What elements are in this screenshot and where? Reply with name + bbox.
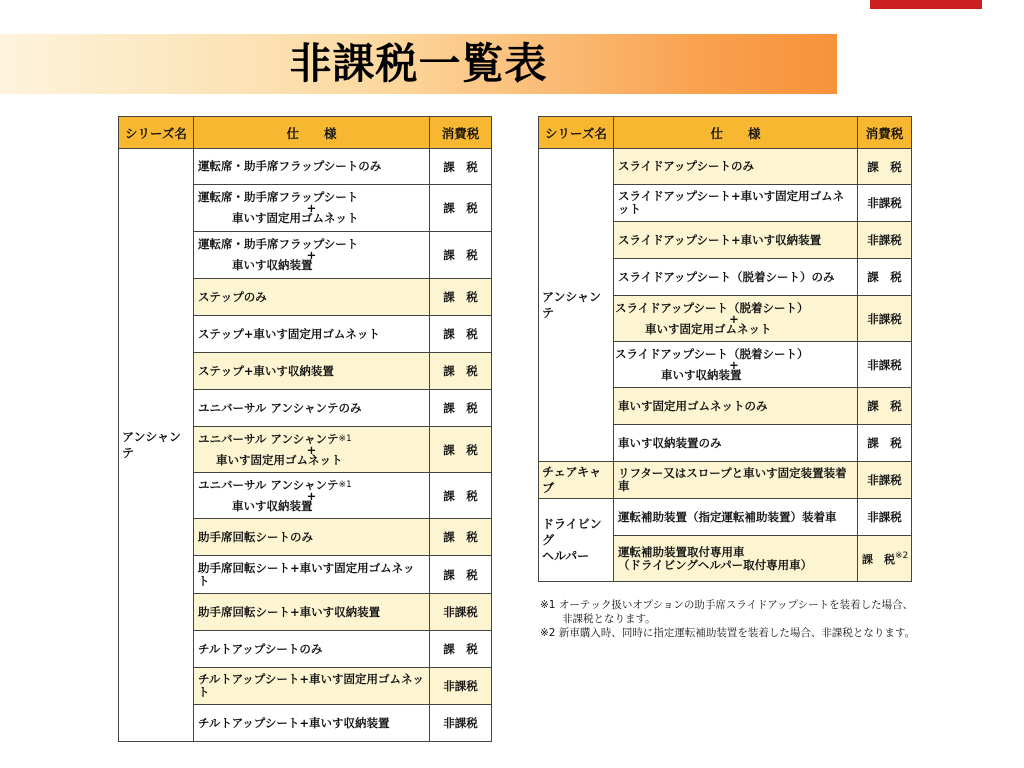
tax-cell: 課 税 bbox=[858, 259, 912, 296]
tax-cell: 課 税 bbox=[430, 279, 492, 316]
table-header bbox=[539, 117, 912, 149]
tax-cell: 非課税 bbox=[858, 185, 912, 222]
tax-cell: 課 税 bbox=[430, 185, 492, 232]
spec-text: 運転補助装置（指定運転補助装置）装着車 bbox=[618, 509, 837, 524]
tax-cell: 課 税 bbox=[430, 427, 492, 473]
tax-cell: 非課税 bbox=[858, 342, 912, 388]
spec-cell bbox=[614, 342, 858, 388]
spec-text: ステップ+車いす固定用ゴムネット bbox=[198, 326, 380, 341]
header-spec: 仕 様 bbox=[194, 117, 430, 149]
table-header bbox=[119, 117, 492, 149]
spec-text-line2: 車いす固定用ゴムネット bbox=[216, 452, 343, 467]
tax-cell: 課 税 bbox=[858, 388, 912, 425]
spec-cell bbox=[614, 462, 858, 499]
spec-text-line2: 車いす収納装置 bbox=[661, 367, 742, 382]
tax-cell: 課 税 bbox=[430, 316, 492, 353]
plus-sign: + bbox=[306, 248, 317, 262]
spec-text: リフター又はスロープと車いす固定装置装着車 bbox=[618, 466, 847, 493]
spec-text: 車いす固定用ゴムネットのみ bbox=[618, 398, 768, 413]
spec-text: チルトアップシート+車いす固定用ゴムネット bbox=[198, 672, 424, 699]
tax-cell: 課 税 bbox=[430, 473, 492, 519]
spec-text: 運転席・助手席フラップシートのみ bbox=[198, 159, 382, 173]
spec-text: ユニバーサル アンシャンテのみ bbox=[198, 400, 362, 415]
tax-cell: 課 税 bbox=[858, 149, 912, 185]
footnote-1-cont: 非課税となります。 bbox=[562, 613, 656, 625]
left-tax-table bbox=[118, 116, 492, 742]
series-name: アンシャンテ bbox=[119, 149, 194, 742]
spec-text: スライドアップシート+車いす固定用ゴムネット bbox=[618, 189, 845, 216]
spec-cell bbox=[614, 388, 858, 425]
plus-sign: + bbox=[306, 488, 317, 503]
tax-text: 課 税 bbox=[862, 552, 895, 566]
plus-sign: + bbox=[729, 357, 739, 372]
page-title: 非課税一覧表 bbox=[289, 39, 548, 88]
tax-cell: 非課税 bbox=[858, 222, 912, 259]
spec-cell bbox=[194, 705, 430, 742]
spec-text: チルトアップシート+車いす収納装置 bbox=[198, 715, 390, 730]
spec-cell bbox=[194, 316, 430, 353]
tax-cell: 課 税 bbox=[858, 425, 912, 462]
spec-cell bbox=[194, 353, 430, 390]
spec-cell bbox=[614, 149, 858, 185]
spec-text: スライドアップシートのみ bbox=[618, 159, 755, 173]
series-name-line2: ヘルパー bbox=[542, 549, 590, 563]
spec-cell bbox=[614, 536, 858, 582]
spec-text-line2: 車いす固定用ゴムネット bbox=[232, 211, 359, 225]
spec-text: 助手席回転シート+車いす収納装置 bbox=[198, 604, 381, 619]
spec-text-line2: （ドライビングヘルパー取付専用車） bbox=[618, 557, 813, 572]
spec-cell bbox=[614, 296, 858, 342]
header-tax: 消費税 bbox=[430, 117, 492, 149]
spec-cell bbox=[194, 473, 430, 519]
spec-text: ユニバーサル アンシャンテ bbox=[198, 477, 339, 492]
spec-text: スライドアップシート（脱着シート） bbox=[615, 346, 809, 361]
spec-text: ステップのみ bbox=[198, 289, 267, 304]
spec-text: ユニバーサル アンシャンテ bbox=[198, 431, 339, 446]
spec-text: ステップ+車いす収納装置 bbox=[198, 363, 334, 378]
spec-cell bbox=[194, 519, 430, 556]
tax-cell: 非課税 bbox=[858, 499, 912, 536]
spec-text: 助手席回転シート+車いす固定用ゴムネット bbox=[198, 560, 415, 588]
footnote-mark: ※2 bbox=[895, 550, 909, 561]
spec-text: スライドアップシート（脱着シート） bbox=[615, 300, 809, 315]
spec-text: 助手席回転シートのみ bbox=[198, 529, 313, 544]
tax-cell bbox=[858, 536, 912, 582]
table-row bbox=[539, 462, 912, 499]
plus-sign: + bbox=[306, 201, 317, 215]
spec-cell bbox=[614, 259, 858, 296]
spec-text-line2: 車いす収納装置 bbox=[232, 498, 313, 513]
tax-cell: 課 税 bbox=[430, 519, 492, 556]
footnote-2: ※2 新車購入時、同時に指定運転補助装置を装着した場合、非課税となります。 bbox=[540, 627, 915, 639]
header-series: シリーズ名 bbox=[539, 117, 614, 149]
header-tax: 消費税 bbox=[858, 117, 912, 149]
spec-cell bbox=[614, 425, 858, 462]
spec-cell bbox=[194, 232, 430, 279]
table-row bbox=[539, 499, 912, 536]
spec-cell bbox=[194, 279, 430, 316]
spec-text: 車いす収納装置のみ bbox=[618, 435, 722, 450]
tax-cell: 課 税 bbox=[430, 353, 492, 390]
plus-sign: + bbox=[306, 442, 317, 457]
tax-cell: 非課税 bbox=[430, 668, 492, 705]
footnote-mark: ※1 bbox=[338, 433, 352, 444]
series-name bbox=[539, 499, 614, 582]
plus-sign: + bbox=[729, 311, 739, 326]
spec-text: スライドアップシート+車いす収納装置 bbox=[618, 232, 822, 247]
tax-cell: 非課税 bbox=[858, 296, 912, 342]
spec-cell bbox=[194, 594, 430, 631]
spec-cell bbox=[194, 668, 430, 705]
tax-cell: 非課税 bbox=[858, 462, 912, 499]
spec-cell bbox=[194, 185, 430, 232]
spec-text-line2: 車いす収納装置 bbox=[232, 258, 313, 272]
spec-cell bbox=[194, 390, 430, 427]
spec-cell bbox=[614, 499, 858, 536]
tax-cell: 非課税 bbox=[430, 594, 492, 631]
header-series: シリーズ名 bbox=[119, 117, 194, 149]
table-row bbox=[119, 149, 492, 185]
tax-cell: 課 税 bbox=[430, 149, 492, 185]
spec-cell bbox=[194, 149, 430, 185]
spec-text: 運転席・助手席フラップシート bbox=[198, 190, 359, 204]
spec-cell bbox=[194, 631, 430, 668]
tax-cell: 課 税 bbox=[430, 631, 492, 668]
footnote-1: ※1 オーテック扱いオプションの助手席スライドアップシートを装着した場合、 bbox=[540, 599, 914, 611]
spec-cell bbox=[194, 556, 430, 594]
tax-cell: 課 税 bbox=[430, 232, 492, 279]
table-row bbox=[539, 149, 912, 185]
spec-text-line2: 車いす固定用ゴムネット bbox=[645, 321, 772, 336]
spec-cell bbox=[194, 427, 430, 473]
footnote-mark: ※1 bbox=[338, 479, 352, 490]
spec-text: 運転補助装置取付専用車 bbox=[618, 544, 745, 559]
spec-text: チルトアップシートのみ bbox=[198, 641, 323, 656]
tax-cell: 課 税 bbox=[430, 556, 492, 594]
header-spec: 仕 様 bbox=[614, 117, 858, 149]
right-tax-table bbox=[538, 116, 912, 582]
spec-text: スライドアップシート（脱着シート）のみ bbox=[618, 269, 835, 284]
tax-cell: 課 税 bbox=[430, 390, 492, 427]
spec-cell bbox=[614, 222, 858, 259]
series-name-line1: ドライビング bbox=[542, 517, 602, 547]
footnotes bbox=[540, 598, 940, 640]
top-accent-bar bbox=[870, 0, 982, 9]
tax-cell: 非課税 bbox=[430, 705, 492, 742]
spec-text: 運転席・助手席フラップシート bbox=[198, 237, 359, 251]
series-name: アンシャンテ bbox=[539, 149, 614, 462]
series-name: チェアキャブ bbox=[539, 462, 614, 499]
spec-cell bbox=[614, 185, 858, 222]
